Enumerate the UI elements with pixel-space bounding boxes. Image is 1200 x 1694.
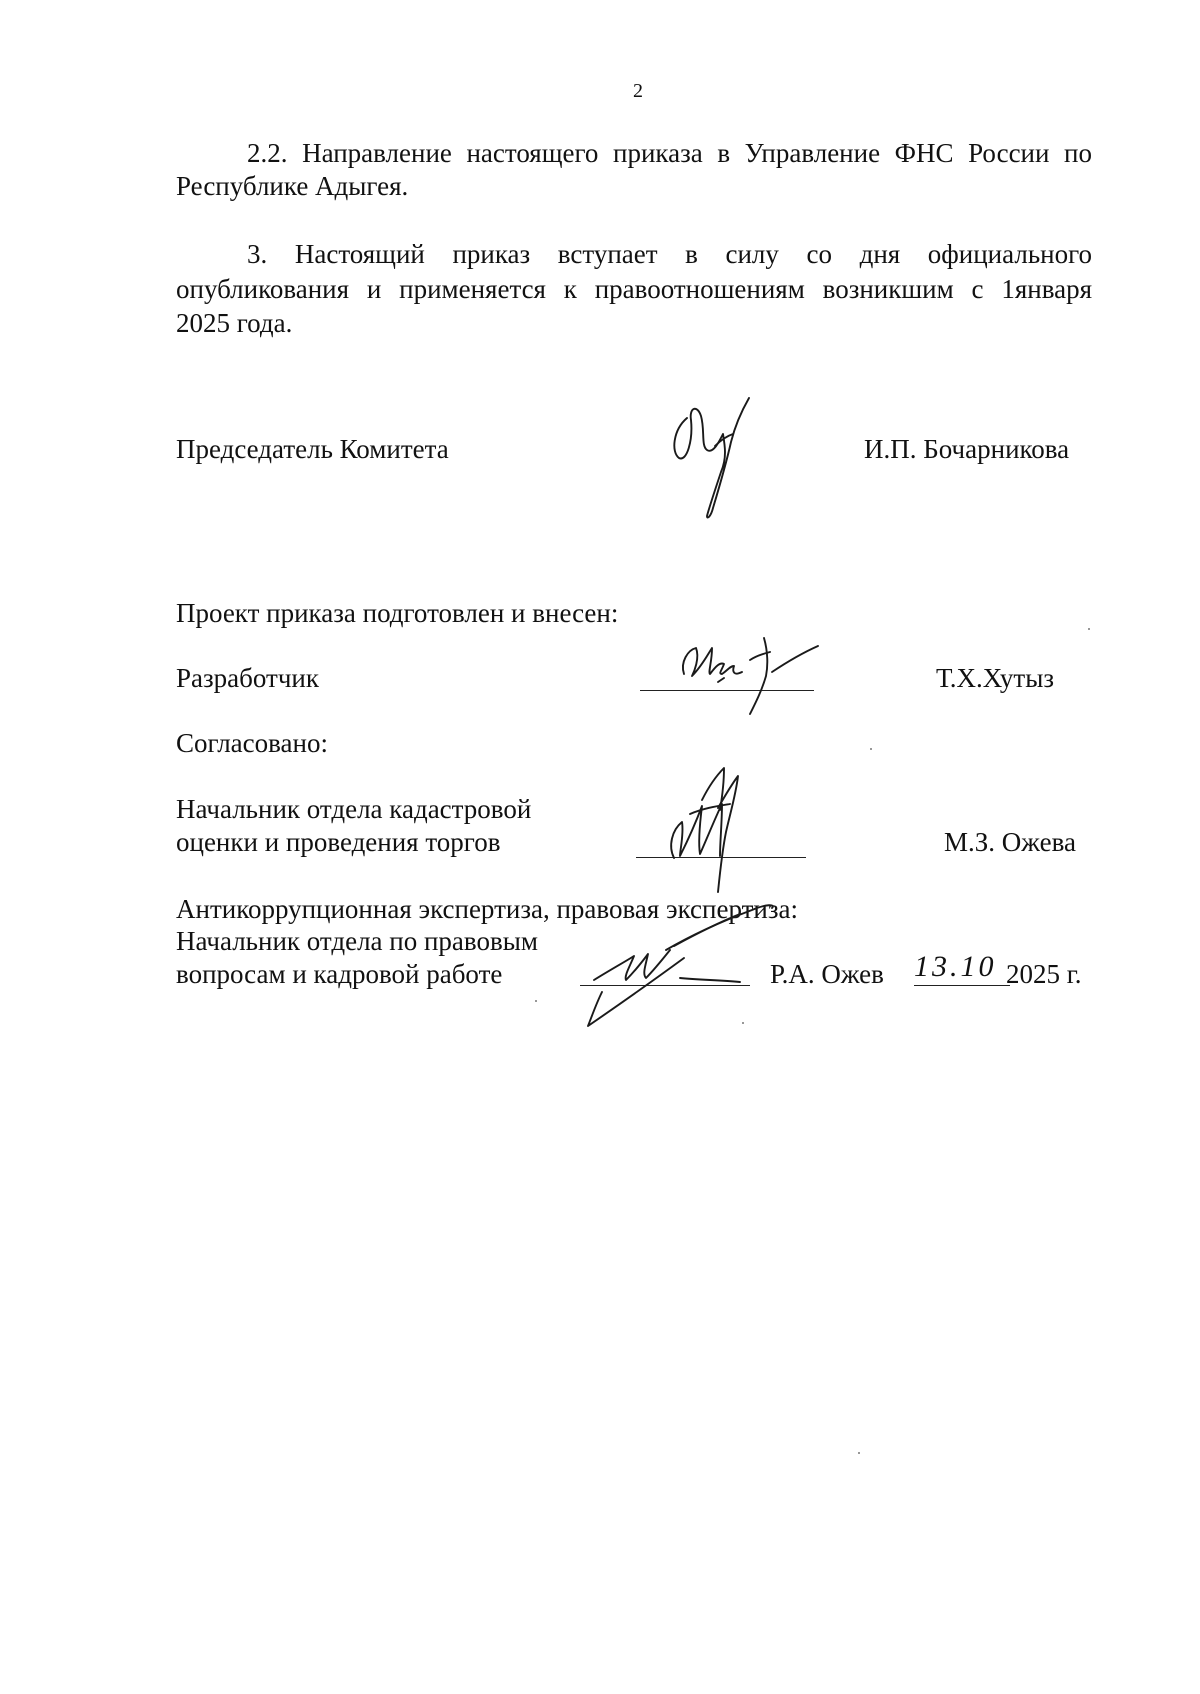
scan-speck bbox=[858, 1452, 860, 1454]
legal-title-line-1: Начальник отдела по правовым bbox=[176, 926, 538, 956]
chairman-title: Председатель Комитета bbox=[176, 434, 449, 464]
chairman-name: И.П. Бочарникова bbox=[864, 434, 1070, 464]
page-number: 2 bbox=[633, 80, 643, 102]
scan-speck bbox=[1088, 628, 1090, 630]
developer-title: Разработчик bbox=[176, 663, 319, 693]
paragraph-2-2-line-1: 2.2. Направление настоящего приказа в Управление ФНС России по bbox=[247, 138, 1092, 168]
scan-speck bbox=[870, 748, 872, 750]
cadastral-title-line-2: оценки и проведения торгов bbox=[176, 827, 501, 857]
agreed-heading: Согласовано: bbox=[176, 728, 328, 758]
paragraph-3-line-1: 3. Настоящий приказ вступает в силу со дня официального bbox=[247, 239, 1092, 269]
expertise-heading: Антикоррупционная экспертиза, правовая экспертиза: bbox=[176, 894, 799, 924]
cadastral-title-line-1: Начальник отдела кадастровой bbox=[176, 794, 532, 824]
paragraph-3-line-2: опубликования и применяется к правоотношениям возникшим с 1января bbox=[176, 274, 1092, 304]
developer-name: Т.Х.Хутыз bbox=[936, 663, 1055, 693]
cadastral-signature bbox=[660, 760, 770, 900]
prepared-heading: Проект приказа подготовлен и внесен: bbox=[176, 598, 619, 628]
chairman-signature bbox=[665, 390, 775, 525]
cadastral-name: М.З. Ожева bbox=[944, 827, 1076, 857]
scan-speck bbox=[535, 1000, 537, 1002]
legal-title-line-2: вопросам и кадровой работе bbox=[176, 959, 503, 989]
developer-signature bbox=[672, 632, 832, 722]
paragraph-2-2-line-2: Республике Адыгея. bbox=[176, 171, 409, 201]
date-suffix: 2025 г. bbox=[1006, 959, 1082, 989]
legal-name: Р.А. Ожев bbox=[770, 959, 884, 989]
paragraph-3-line-3: 2025 года. bbox=[176, 308, 293, 338]
handwritten-date: 13.10 bbox=[914, 950, 997, 983]
legal-signature bbox=[580, 900, 790, 1030]
date-underline bbox=[914, 985, 1010, 986]
scan-speck bbox=[742, 1022, 744, 1024]
